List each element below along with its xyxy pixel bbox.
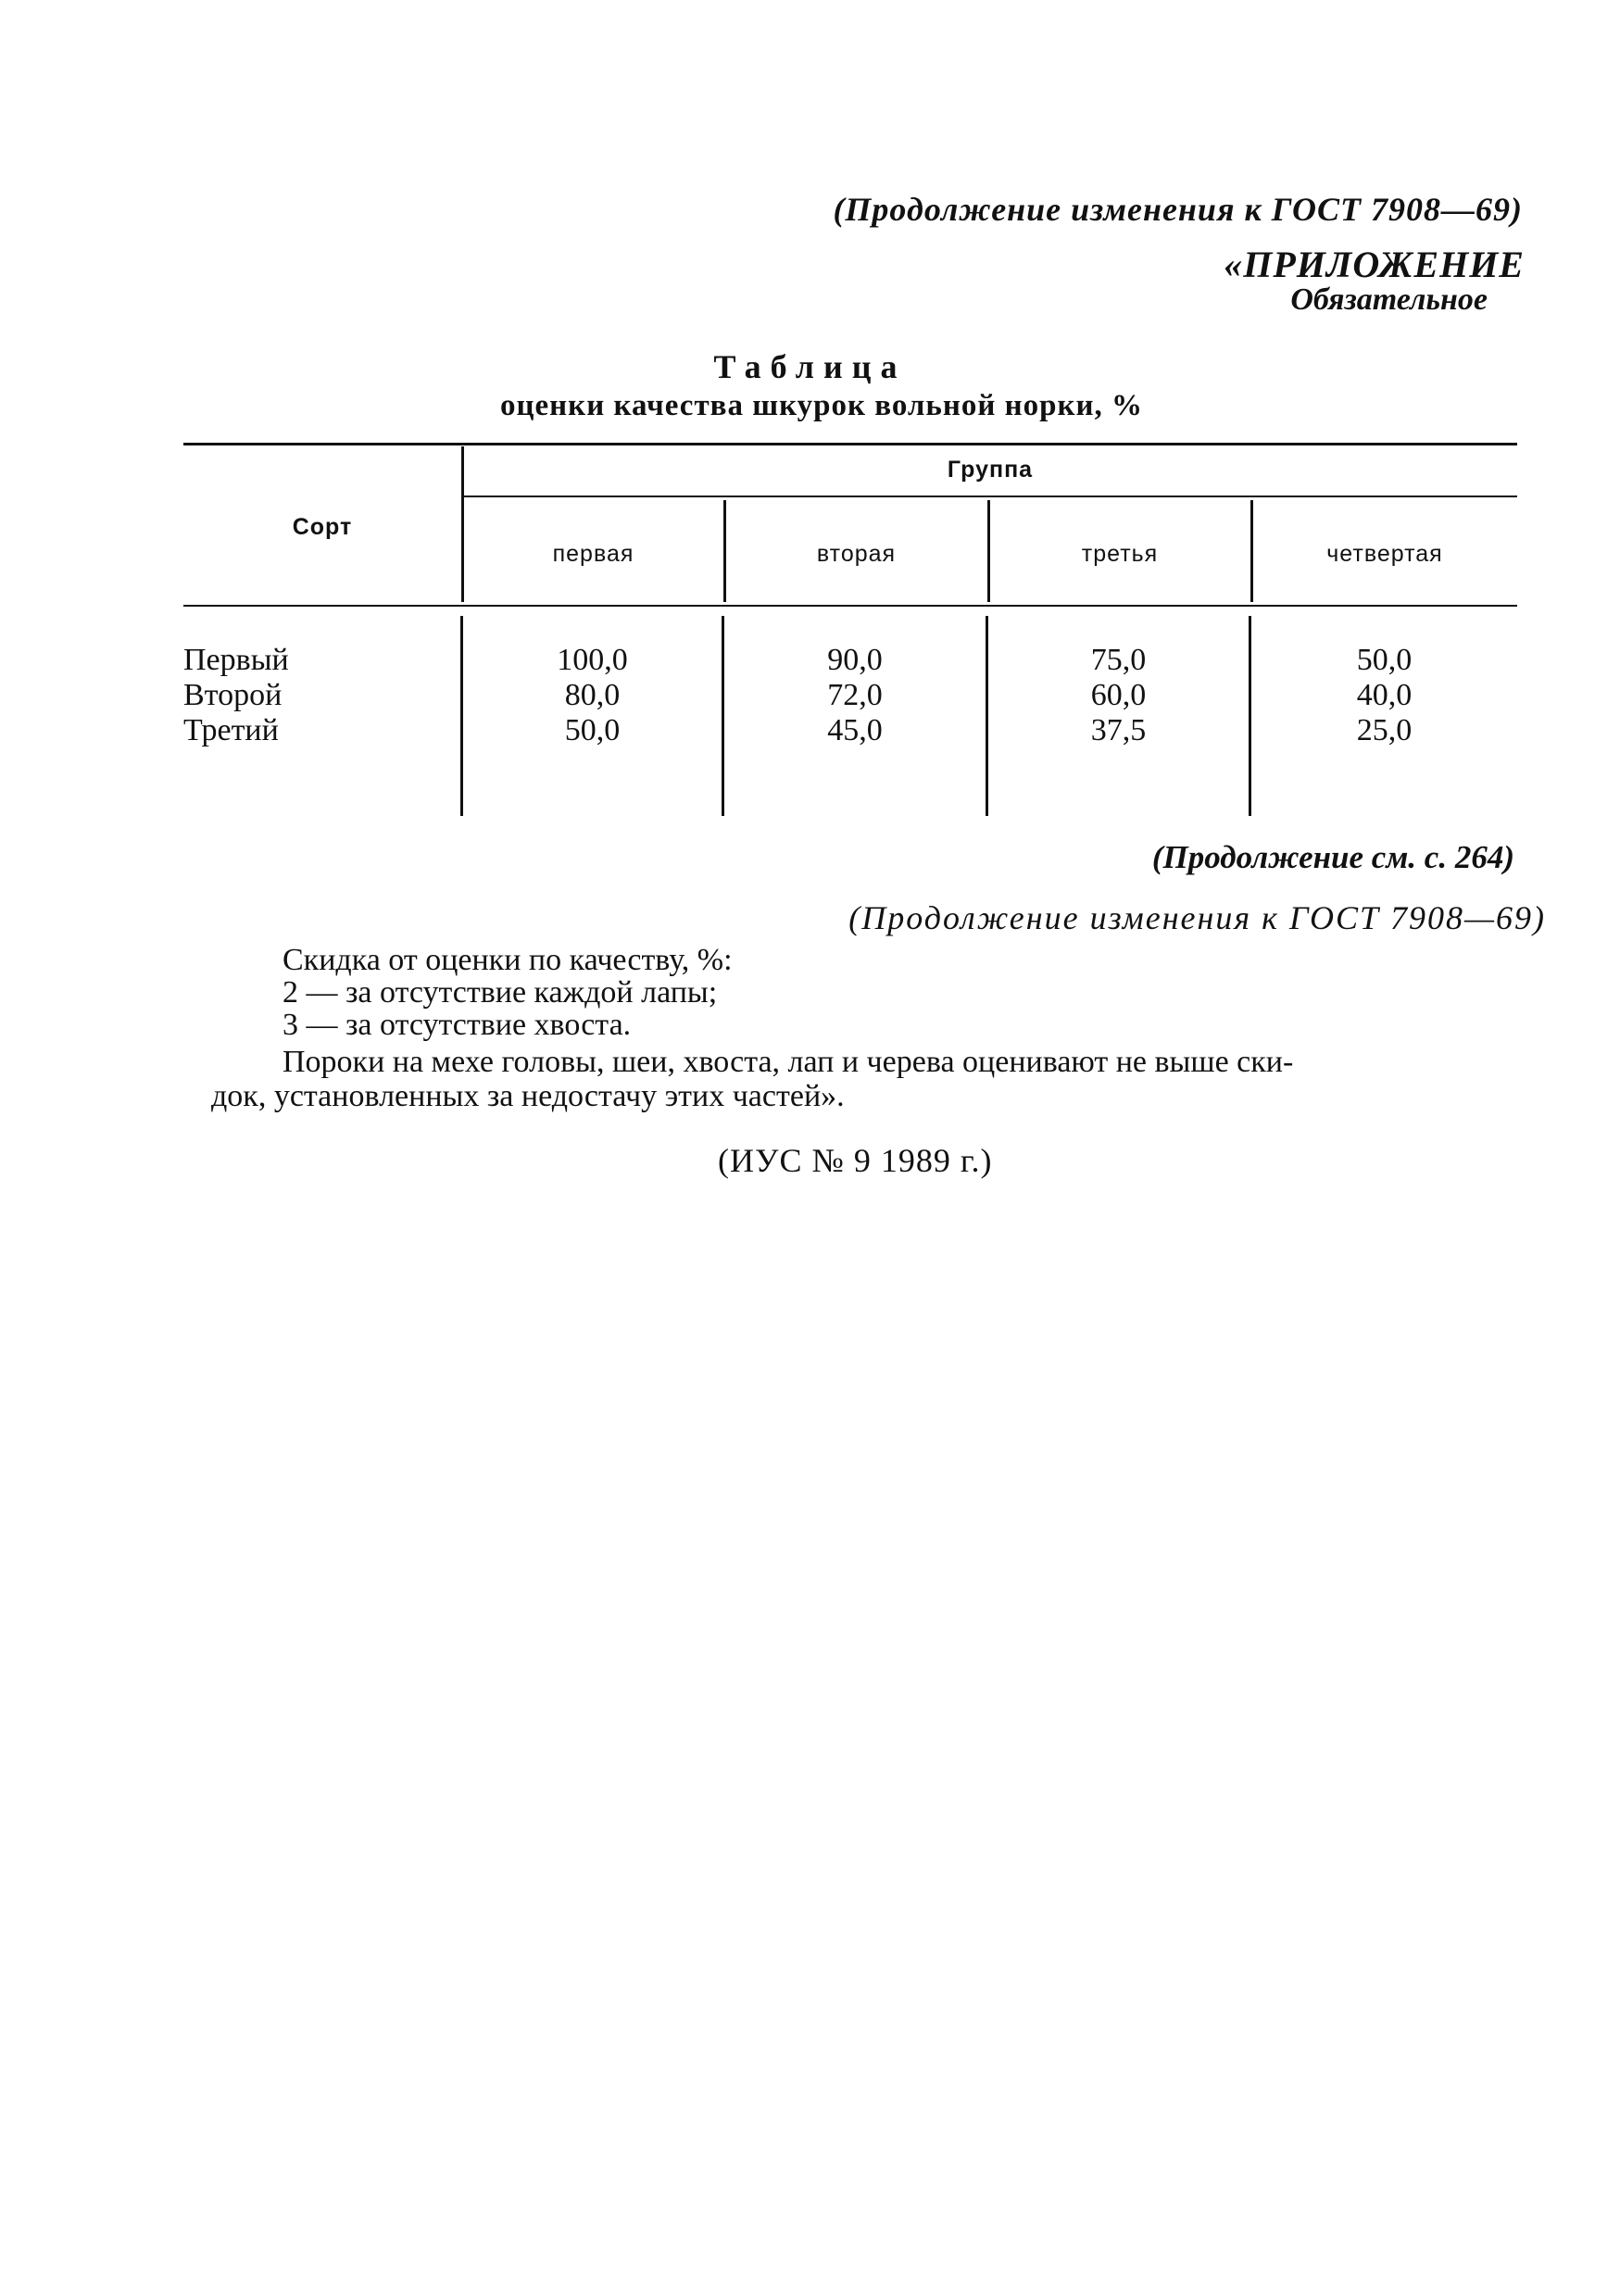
row-label-third: Третий bbox=[183, 713, 279, 747]
continuation-header: (Продолжение изменения к ГОСТ 7908—69) bbox=[833, 191, 1523, 228]
continued-note: (Продолжение см. с. 264) bbox=[1151, 839, 1514, 875]
table-cell: 100,0 bbox=[557, 643, 628, 677]
source-reference: (ИУС № 9 1989 г.) bbox=[718, 1142, 993, 1179]
appendix-title: «ПРИЛОЖЕНИЕ bbox=[1224, 244, 1525, 285]
row-label-second: Второй bbox=[183, 678, 283, 712]
body-line-2: 2 — за отсутствие каждой лапы; bbox=[283, 975, 718, 1010]
table-cell: 72,0 bbox=[827, 678, 883, 712]
table-cell: 40,0 bbox=[1356, 678, 1413, 712]
table-subtitle: оценки качества шкурок вольной норки, % bbox=[500, 389, 1144, 422]
table-cell: 90,0 bbox=[827, 643, 883, 677]
table-cell: 45,0 bbox=[827, 713, 883, 747]
col-header-group-3: третья bbox=[1081, 541, 1159, 567]
table-cell: 50,0 bbox=[564, 713, 621, 747]
col-header-group: Группа bbox=[947, 457, 1034, 483]
table-cell: 80,0 bbox=[564, 678, 621, 712]
body-line-4: Пороки на мехе головы, шеи, хвоста, лап и черева оценивают не выше ски- bbox=[283, 1045, 1294, 1079]
col-header-group-4: четвертая bbox=[1326, 541, 1443, 567]
row-label-first: Первый bbox=[183, 643, 289, 677]
col-header-group-1: первая bbox=[552, 541, 634, 567]
body-line-1: Скидка от оценки по качеству, %: bbox=[283, 943, 733, 977]
table-cell: 50,0 bbox=[1356, 643, 1413, 677]
body-line-3: 3 — за отсутствие хвоста. bbox=[283, 1008, 632, 1042]
continuation-header-2: (Продолжение изменения к ГОСТ 7908—69) bbox=[848, 899, 1546, 936]
table-title: Таблица bbox=[713, 348, 907, 385]
col-header-sort: Сорт bbox=[292, 514, 353, 540]
table-cell: 60,0 bbox=[1090, 678, 1147, 712]
appendix-subtitle: Обязательное bbox=[1290, 282, 1488, 317]
table-cell: 25,0 bbox=[1356, 713, 1413, 747]
body-line-5: док, установленных за недостачу этих частей». bbox=[211, 1079, 845, 1113]
table-cell: 37,5 bbox=[1090, 713, 1147, 747]
table-cell: 75,0 bbox=[1090, 643, 1147, 677]
col-header-group-2: вторая bbox=[816, 541, 897, 567]
